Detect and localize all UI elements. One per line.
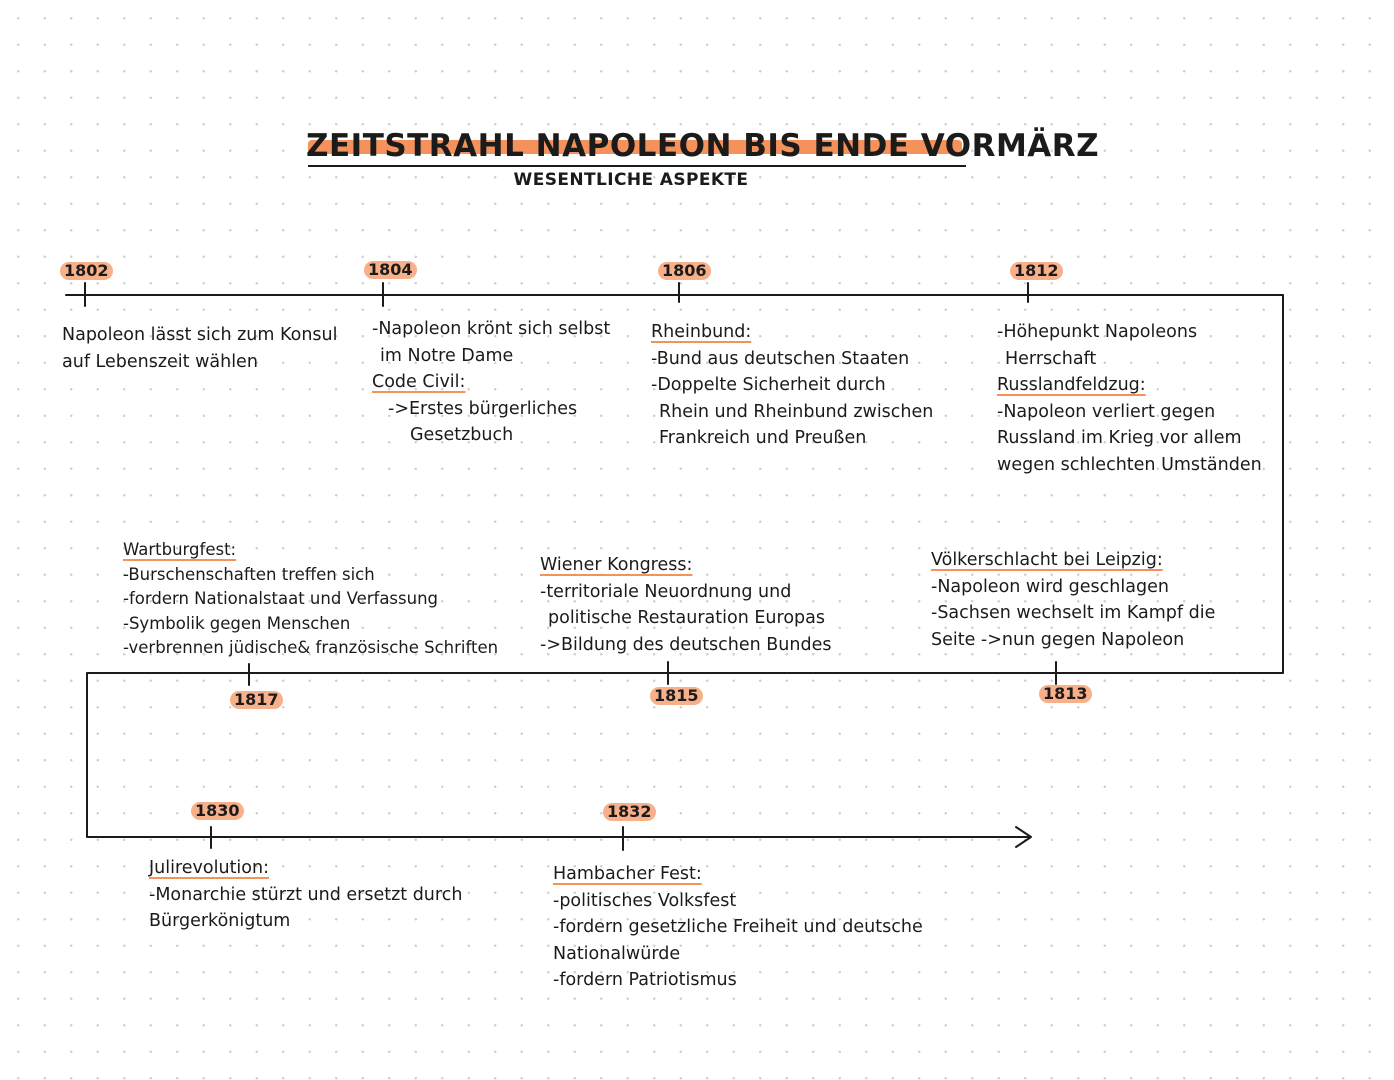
event-heading: Code Civil: <box>372 372 466 392</box>
event-line: auf Lebenszeit wählen <box>62 351 258 372</box>
year-1812: 1812 <box>1010 262 1063 280</box>
event-line: -fordern Patriotismus <box>553 970 737 990</box>
event-heading: Wiener Kongress: <box>540 555 693 575</box>
event-line: -Napoleon verliert gegen <box>997 401 1216 422</box>
year-1817: 1817 <box>230 691 283 709</box>
year-1813: 1813 <box>1039 685 1092 703</box>
event-line: Nationalwürde <box>553 943 681 964</box>
year-1832: 1832 <box>603 803 656 821</box>
page-title-text: ZEITSTRAHL NAPOLEON BIS ENDE VORMÄRZ <box>306 128 1100 164</box>
event-line: -fordern Nationalstaat und Verfassung <box>123 589 439 609</box>
event-heading: Rheinbund: <box>651 322 752 342</box>
event-line: -Napoleon krönt sich selbst <box>372 319 611 339</box>
event-line: Rhein und Rheinbund zwischen <box>659 401 934 422</box>
event-line: -Bund aus deutschen Staaten <box>651 348 910 369</box>
event-line: ->Erstes bürgerliches <box>388 398 578 419</box>
event-heading: Wartburgfest: <box>123 540 237 559</box>
event-line: -Sachsen wechselt im Kampf die <box>931 603 1216 623</box>
event-1815 <box>540 552 831 658</box>
event-line: Russland im Krieg vor allem <box>997 428 1242 448</box>
event-1832 <box>553 861 923 994</box>
event-line: -Doppelte Sicherheit durch <box>651 375 886 395</box>
event-1830 <box>149 855 462 935</box>
event-line: -territoriale Neuordnung und <box>540 581 792 602</box>
event-line: im Notre Dame <box>380 345 514 366</box>
event-line: wegen schlechten Umständen <box>997 454 1262 475</box>
event-line: politische Restauration Europas <box>548 608 825 628</box>
event-1806 <box>651 319 933 452</box>
page-subtitle: WESENTLICHE ASPEKTE <box>513 170 749 190</box>
event-line: -Napoleon wird geschlagen <box>931 576 1169 597</box>
event-line: Seite ->nun gegen Napoleon <box>931 629 1185 650</box>
event-line: ->Bildung des deutschen Bundes <box>540 634 832 655</box>
event-line: Gesetzbuch <box>410 425 514 445</box>
event-line: -Monarchie stürzt und ersetzt durch <box>149 884 463 905</box>
event-line: Napoleon lässt sich zum Konsul <box>62 325 338 345</box>
event-line: -politisches Volksfest <box>553 890 737 911</box>
year-1802: 1802 <box>60 262 113 280</box>
event-heading: Hambacher Fest: <box>553 864 702 884</box>
event-1802 <box>62 322 337 375</box>
event-1813 <box>931 547 1215 653</box>
year-1815: 1815 <box>650 687 703 705</box>
event-heading: Russlandfeldzug: <box>997 375 1146 395</box>
event-1812 <box>997 319 1262 478</box>
event-line: Frankreich und Preußen <box>659 428 867 448</box>
event-line: -fordern gesetzliche Freiheit und deutsche <box>553 917 923 937</box>
year-1806: 1806 <box>658 262 711 280</box>
event-line: -verbrennen jüdische& französische Schriften <box>123 638 499 658</box>
event-heading: Julirevolution: <box>149 858 269 878</box>
event-line: -Höhepunkt Napoleons <box>997 322 1198 342</box>
event-heading: Völkerschlacht bei Leipzig: <box>931 550 1163 570</box>
year-1830: 1830 <box>191 802 244 820</box>
event-line: Bürgerkönigtum <box>149 911 291 931</box>
event-line: -Burschenschaften treffen sich <box>123 564 375 584</box>
event-1804 <box>372 316 610 449</box>
event-line: Herrschaft <box>1005 348 1097 369</box>
event-line: -Symbolik gegen Menschen <box>123 613 351 633</box>
event-1817 <box>123 538 498 661</box>
year-1804: 1804 <box>364 261 417 279</box>
